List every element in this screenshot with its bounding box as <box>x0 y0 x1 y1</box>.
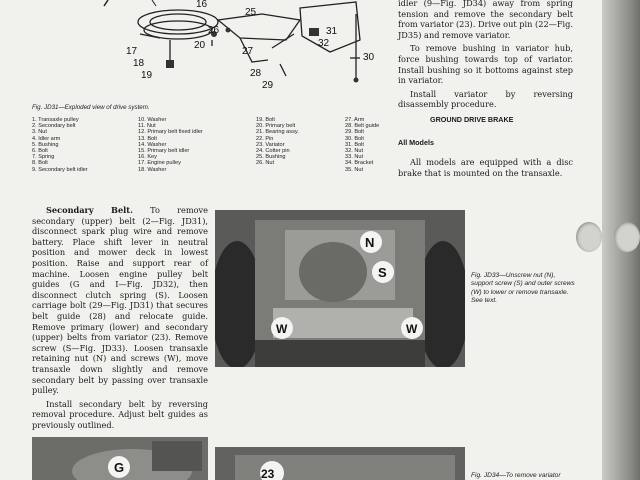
photo-label-s: S <box>378 265 387 280</box>
diagram-label: 26 <box>208 25 220 36</box>
binder-hole <box>614 222 640 252</box>
legend-item: 9. Secondary belt idler <box>32 166 88 173</box>
photo-fig-jd33 <box>215 210 465 367</box>
legend-item: 31. Bolt <box>345 141 364 148</box>
all-models-heading: All Models <box>398 138 434 147</box>
legend-item: 19. Bolt <box>256 117 275 123</box>
legend-item: 32. Nut <box>345 148 364 155</box>
secondary-belt-body: To remove secondary (upper) belt (2—Fig. JD31), disconnect spark plug wire and remove battery. Place shift lever in neutral position and mower deck in lowest position. Raise and support rear of machine. Loosen engine pulley belt guides (G and I—Fig. JD32), then disconnect clutch spring (S). Loosen carriage bolt (29—Fig. JD31) that secures belt guide (28) and relocate guide. Remove primary (lower) and secondary (upper) belts from variator (23). Remove screw (S—Fig. JD33). Loosen transaxle retaining nut (N) and screws (W), move transaxle down slightly and remove secondary belt by passing over transaxle pulley. <box>32 205 208 396</box>
legend-item: 2. Secondary belt <box>32 123 76 130</box>
diagram-label: 17 <box>126 46 138 57</box>
legend-item: 33. Nut <box>345 154 364 161</box>
legend-item: 1. Transaxle pulley <box>32 117 79 123</box>
drive-system-diagram <box>0 0 380 98</box>
fig-jd31-caption: Fig. JD31—Exploded view of drive system. <box>32 104 150 111</box>
legend-column-4 <box>345 117 379 173</box>
photo-fig-jd34 <box>215 447 465 480</box>
paragraph: All models are equipped with a disc brake that is mounted on the transaxle. <box>398 157 573 178</box>
legend-item: 18. Washer <box>138 166 167 173</box>
paragraph: Install variator by reversing disassembly procedure. <box>398 88 573 110</box>
diagram-label: 19 <box>141 70 153 81</box>
legend-item: 6. Bolt <box>32 148 48 155</box>
legend-item: 30. Bolt <box>345 135 364 142</box>
legend-item: 15. Primary belt idler <box>138 148 190 155</box>
legend-column-2 <box>138 117 203 173</box>
legend-item: 28. Belt guide <box>345 123 380 130</box>
legend-item: 14. Washer <box>138 141 167 148</box>
legend-item: 4. Idler arm <box>32 135 61 142</box>
legend-item: 23. Variator <box>256 141 285 148</box>
legend-item: 25. Bushing <box>256 154 286 161</box>
legend-item: 20. Primary belt <box>256 123 296 130</box>
secondary-belt-text <box>32 205 208 430</box>
paragraph: Install secondary belt by reversing removal procedure. Adjust belt guides as previously outlined. <box>32 398 208 430</box>
legend-item: 10. Washer <box>138 117 167 123</box>
diagram-label: 30 <box>363 52 375 63</box>
diagram-label: 29 <box>262 80 274 91</box>
legend-item: 24. Cotter pin <box>256 148 290 155</box>
legend-item: 16. Key <box>138 154 157 161</box>
legend-item: 22. Pin <box>256 135 274 142</box>
photo-label-n: N <box>365 235 375 250</box>
legend-item: 26. Nut <box>256 160 275 167</box>
photo-label-23: 23 <box>261 467 275 480</box>
photo-label-g: G <box>114 460 125 475</box>
legend-item: 3. Nut <box>32 129 47 136</box>
secondary-belt-runin: Secondary Belt. <box>46 205 133 215</box>
photo-label-w: W <box>276 322 288 336</box>
all-models-text <box>398 157 573 178</box>
paragraph <box>32 205 208 396</box>
legend-column-1 <box>32 117 88 173</box>
legend-item: 13. Bolt <box>138 135 157 142</box>
diagram-label: 28 <box>250 68 262 79</box>
ground-drive-brake-heading: GROUND DRIVE BRAKE <box>430 115 514 124</box>
legend-item: 7. Spring <box>32 154 55 161</box>
photo-fig-jd32 <box>32 437 208 480</box>
paragraph: idler (9—Fig. JD34) away from spring tension and remove the secondary belt from variator (23). Drive out pin (22—Fig. JD35) and remove variator. <box>398 0 573 40</box>
diagram-label: 16 <box>196 0 208 10</box>
legend-item: 21. Bearing assy. <box>256 129 299 136</box>
variator-removal-text <box>398 0 573 110</box>
legend-item: 34. Bracket <box>345 160 374 167</box>
legend-item: 17. Engine pulley <box>138 160 181 167</box>
diagram-label: 20 <box>194 40 206 51</box>
legend-item: 12. Primary belt fixed idler <box>138 129 203 136</box>
paragraph: To remove bushing in variator hub, force bushing towards top of variator. Install bushing so it bottoms against step in variator. <box>398 43 573 86</box>
diagram-label: 32 <box>318 38 330 49</box>
fig-jd33-caption: Fig. JD33—Unscrew nut (N), support screw (S) and outer screws (W) to lower or remove transaxle. See text. <box>471 272 575 305</box>
legend-item: 29. Bolt <box>345 129 364 136</box>
diagram-label: 31 <box>326 26 338 37</box>
legend-item: 35. Nut <box>345 166 364 173</box>
diagram-label: 18 <box>133 58 145 69</box>
legend-item: 11. Nut <box>138 123 156 130</box>
photo-label-w: W <box>406 322 418 336</box>
diagram-label: 27 <box>242 46 254 57</box>
legend-item: 8. Bolt <box>32 160 48 167</box>
legend-item: 5. Bushing <box>32 141 59 148</box>
binder-hole <box>576 222 602 252</box>
fig-jd34-caption: Fig. JD34—To remove variator <box>471 472 561 479</box>
legend-column-3 <box>256 117 299 167</box>
diagram-label: 25 <box>245 7 257 18</box>
legend-item: 27. Arm <box>345 117 365 123</box>
